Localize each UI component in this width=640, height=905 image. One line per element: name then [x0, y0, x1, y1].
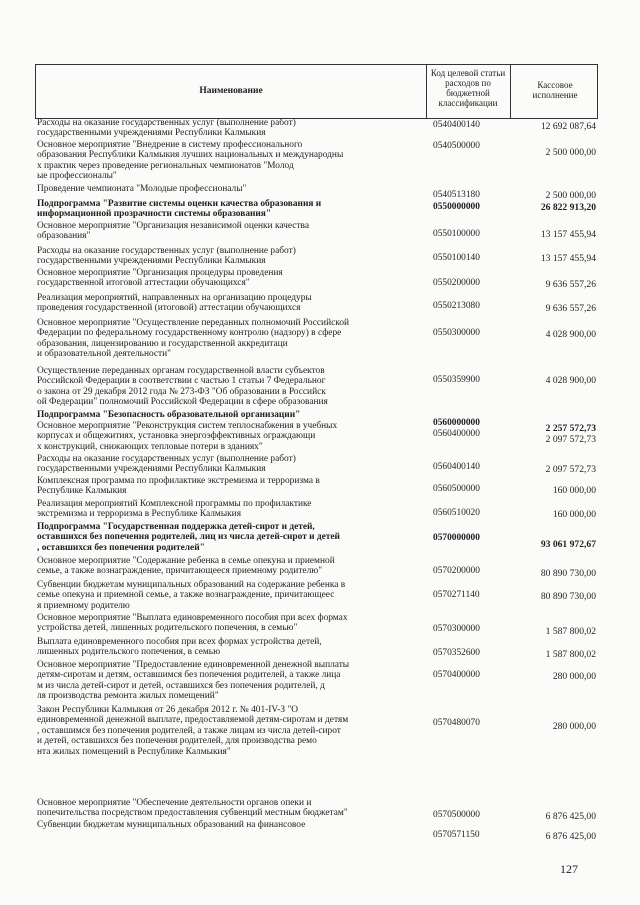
row-amount: 4 028 900,00: [545, 329, 596, 340]
row-amount: 280 000,00: [552, 721, 596, 732]
row-code: 0560400000: [433, 429, 480, 439]
row-code: 0570200000: [433, 566, 480, 576]
row-name: Расходы на оказание государственных услуг (выполнение работ) государственными учреждениями Республики Калмыкия: [37, 118, 296, 139]
row-amount: 2 500 000,00: [545, 147, 596, 158]
row-name: Выплата единовременного пособия при всех формах устройства детей, лишенных родительского попечения, в семью: [37, 637, 322, 658]
row-amount: 160 000,00: [552, 509, 596, 520]
row-name: Основное мероприятие "Обеспечение деятельности органов опеки и попечительства посредством предоставления субвенций местным бюджетам": [37, 798, 348, 819]
row-name: Основное мероприятие "Выплата единовременного пособия при всех формах устройства детей, лишенных родительского попечения, в семью": [37, 613, 348, 634]
row-code: 0570352600: [433, 648, 480, 658]
row-code: 0570300000: [433, 624, 480, 634]
row-name: Подпрограмма "Государственная поддержка детей-сирот и детей, оставшихся без попечения родителей, лиц из числа детей-сирот и детей , оставшихся без попечения родителей": [37, 522, 340, 553]
row-code: 0550200000: [433, 278, 480, 288]
row-amount: 2 257 572,73: [545, 423, 596, 434]
row-name: Основное мероприятие "Организация независимой оценки качества образования": [37, 221, 309, 242]
row-amount: 9 636 557,26: [545, 279, 596, 290]
row-code: 0540500000: [433, 141, 480, 151]
row-code: 0550300000: [433, 328, 480, 338]
row-amount: 13 157 455,94: [540, 229, 596, 240]
row-name: Комплексная программа по профилактике экстремизма и терроризма в Республике Калмыкия: [37, 476, 320, 497]
row-code: 0560400140: [433, 462, 480, 472]
header-code: Код целевой статьи расходов по бюджетной классификации: [430, 68, 506, 108]
row-amount: 280 000,00: [552, 671, 596, 682]
row-code: 0560510020: [433, 508, 480, 518]
row-code: 0570000000: [433, 533, 480, 543]
row-name: Подпрограмма "Безопасность образовательной организации": [37, 410, 301, 420]
row-amount: 6 876 425,00: [545, 831, 596, 842]
row-name: Субвенции бюджетам муниципальных образований на содержание ребенка в семье опекуна и приемной семье, а также вознаграждение, причитающеес я приемному родителю: [37, 580, 346, 611]
row-amount: 26 822 913,20: [540, 202, 596, 213]
row-name: Реализация мероприятий Комплексной программы по профилактике экстремизма и терроризма в Республике Калмыкия: [37, 499, 312, 520]
row-name: Основное мероприятие "Содержание ребенка в семье опекуна и приемной семье, а также вознаграждение, причитающееся приемному родителю": [37, 556, 335, 577]
row-name: Закон Республики Калмыкия от 26 декабря 2012 г. № 401-IV-З "О единовременной денежной выплате, предоставляемой детям-сиротам и детям , оставшимся без попечения родителей, а также лицам из числа детей-сирот и детей, оставшихся без попечения родителей, для производства ремо нта жилых помещений в Республике Калмыкия": [37, 705, 349, 757]
row-name: Основное мероприятие "Предоставление единовременной денежной выплаты детям-сиротам и детям, оставшимся без попечения родителей, а также лица м из числа детей-сирот и детей, оставшихся без попечения родителей, д ля производства ремонта жилых помещений": [37, 660, 350, 702]
row-amount: 1 587 800,02: [545, 626, 596, 637]
row-name: Реализация мероприятий, направленных на организацию процедуры проведения государственной (итоговой) аттестации обучающихся: [37, 293, 312, 314]
row-name: Расходы на оказание государственных услуг (выполнение работ) государственными учреждениями Республики Калмыкия: [37, 454, 296, 475]
row-code: 0570400000: [433, 670, 480, 680]
row-code: 0570500000: [433, 810, 480, 820]
row-name: Проведение чемпионата "Молодые профессионалы": [37, 184, 247, 194]
row-code: 0550359900: [433, 375, 480, 385]
column-divider-2: [510, 64, 511, 118]
table-top-border: [35, 64, 598, 65]
row-amount: 12 692 087,64: [540, 121, 596, 132]
row-name: Подпрограмма "Развитие системы оценки качества образования и информационной прозрачности системы образования": [37, 199, 322, 220]
row-code: 0560500000: [433, 484, 480, 494]
row-code: 0570571150: [433, 830, 480, 840]
row-code: 0550100000: [433, 229, 480, 239]
row-code: 0570480070: [433, 718, 480, 728]
row-name: Расходы на оказание государственных услуг (выполнение работ) государственными учреждениями Республики Калмыкия: [37, 246, 296, 267]
page-number: 127: [560, 862, 578, 876]
header-amount: Кассовое исполнение: [532, 80, 578, 100]
row-name: Основное мероприятие "Внедрение в систему профессионального образования Республики Калмыкия лучших национальных и международны х практик через проведение региональных чемпионатов "Молод ые профессионалы": [37, 140, 344, 182]
row-code: 0540400140: [433, 120, 480, 130]
row-name: Субвенции бюджетам муниципальных образований на финансовое: [37, 820, 306, 830]
row-amount: 2 097 572,73: [545, 464, 596, 475]
row-code: 0550000000: [433, 202, 480, 212]
header-name: Наименование: [199, 86, 263, 96]
row-amount: 9 636 557,26: [545, 303, 596, 314]
table-right-border: [597, 64, 598, 118]
row-code: 0550100140: [433, 253, 480, 263]
row-name: Основное мероприятие "Организация процедуры проведения государственной итоговой аттестации обучающихся": [37, 268, 283, 289]
row-name: Основное мероприятие "Осуществление переданных полномочий Российской Федерации по федеральному государственному контролю (надзору) в сфере образования, лицензированию и государственной аккредитаци и образовательной деятельности": [37, 318, 350, 360]
row-amount: 80 890 730,00: [540, 591, 596, 602]
row-amount: 6 876 425,00: [545, 811, 596, 822]
row-amount: 1 587 800,02: [545, 649, 596, 660]
row-code: 0570271140: [433, 590, 480, 600]
column-divider-1: [426, 64, 427, 118]
row-amount: 80 890 730,00: [540, 568, 596, 579]
row-code: 0560000000: [433, 418, 480, 428]
row-name: Основное мероприятие "Реконструкция систем теплоснабжения в учебных корпусах и общежитиях, установка энергоэффективных ограждающи х конструкций, снижающих тепловые потери в зданиях": [37, 421, 338, 452]
row-name: Осуществление переданных органам государственной власти субъектов Российской Федерации в соответствии с частью 1 статьи 7 Федеральног о закона от 29 декабря 2012 года № 273-ФЗ "Об образовании в Российск ой Федерации" полномочий Российской Федерации в сфере образования: [37, 366, 328, 408]
row-amount: 13 157 455,94: [540, 253, 596, 264]
row-code: 0540513180: [433, 190, 480, 200]
row-amount: 2 097 572,73: [545, 434, 596, 445]
row-code: 0550213080: [433, 301, 480, 311]
row-amount: 4 028 900,00: [545, 375, 596, 386]
row-amount: 93 061 972,67: [540, 539, 596, 550]
row-amount: 2 500 000,00: [545, 190, 596, 201]
row-amount: 160 000,00: [552, 485, 596, 496]
